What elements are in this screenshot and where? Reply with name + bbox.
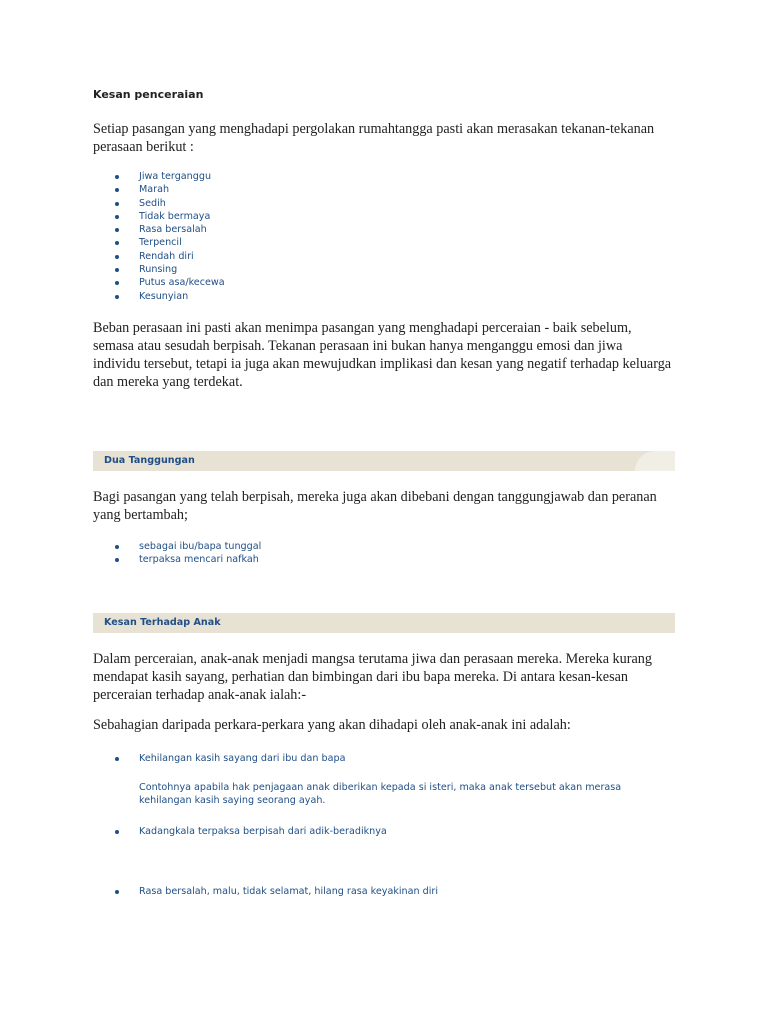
item1-note: Contohnya apabila hak penjagaan anak diberikan kepada si isteri, maka anak tersebut akan merasa kehilangan kasih saying seorang ayah. <box>139 782 622 807</box>
section2-paragraph1: Dalam perceraian, anak-anak menjadi mangsa terutama jiwa dan perasaan mereka. Mereka kurang mendapat kasih sayang, perhatian dan bimbingan dari ibu bapa mereka. Di antara kesan-kesan perceraian terhadap anak-anak ialah:- <box>93 651 652 703</box>
section2-paragraph2: Sebahagian daripada perkara-perkara yang akan dihadapi oleh anak-anak ini adalah: <box>93 717 571 733</box>
list-item: Runsing <box>93 263 225 276</box>
section1-paragraph: Bagi pasangan yang telah berpisah, mereka juga akan dibebani dengan tanggungjawab dan peranan yang bertambah; <box>93 489 657 523</box>
band-decoration <box>635 451 675 471</box>
list-item: Kehilangan kasih sayang dari ibu dan bapa <box>93 752 345 765</box>
section-band-dua-tanggungan <box>93 451 675 471</box>
list-item: Kesunyian <box>93 290 225 303</box>
feelings-list <box>93 170 225 303</box>
list-item: Rendah diri <box>93 250 225 263</box>
list-item: Marah <box>93 183 225 196</box>
list-item: Tidak bermaya <box>93 210 225 223</box>
burden-paragraph: Beban perasaan ini pasti akan menimpa pasangan yang menghadapi perceraian - baik sebelum, semasa atau sesudah berpisah. Tekanan perasaan ini bukan hanya menganggu emosi dan jiwa individu tersebut, tetapi ia juga akan mewujudkan implikasi dan kesan yang negatif terhadap keluarga dan mereka yang terdekat. <box>93 320 672 390</box>
section-title: Kesan Terhadap Anak <box>104 617 221 628</box>
intro-paragraph: Setiap pasangan yang menghadapi pergolakan rumahtangga pasti akan merasakan tekanan-tekanan perasaan berikut : <box>93 121 655 155</box>
section2-list-item3 <box>93 885 438 898</box>
list-item: Jiwa terganggu <box>93 170 225 183</box>
list-item: Rasa bersalah, malu, tidak selamat, hilang rasa keyakinan diri <box>93 885 438 898</box>
page-heading: Kesan penceraian <box>93 88 204 101</box>
list-item: Rasa bersalah <box>93 223 225 236</box>
list-item: Terpencil <box>93 236 225 249</box>
list-item: terpaksa mencari nafkah <box>93 553 261 566</box>
list-item: Putus asa/kecewa <box>93 276 225 289</box>
section-band-kesan-terhadap-anak <box>93 613 675 633</box>
list-item: sebagai ibu/bapa tunggal <box>93 540 261 553</box>
section2-list-item2 <box>93 825 387 838</box>
list-item: Sedih <box>93 197 225 210</box>
section2-list-item1 <box>93 752 345 765</box>
list-item: Kadangkala terpaksa berpisah dari adik-beradiknya <box>93 825 387 838</box>
section-title: Dua Tanggungan <box>104 455 195 466</box>
section1-list <box>93 540 261 567</box>
